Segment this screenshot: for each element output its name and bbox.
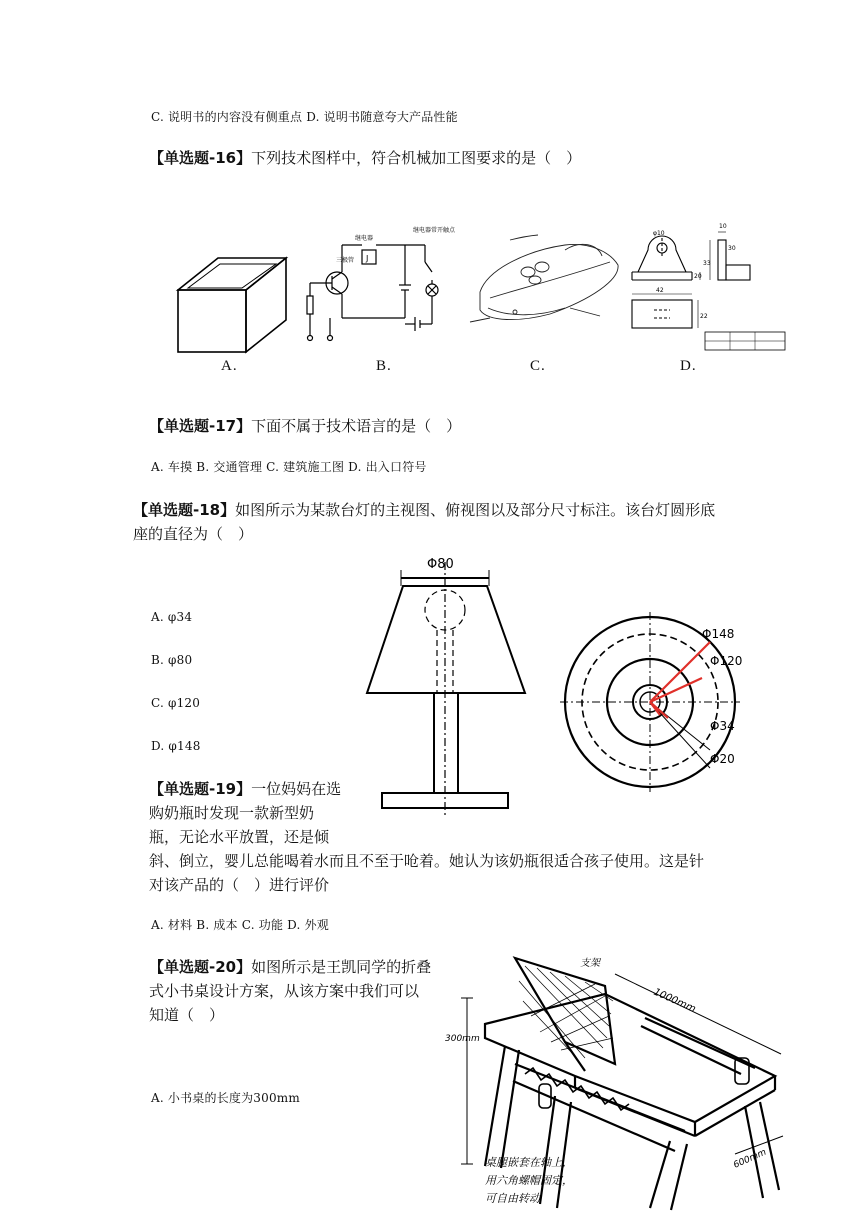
figure-label-b: B.: [376, 358, 392, 374]
question-20-tag: 【单选题-20】: [149, 958, 252, 976]
drawing-d-22-label: 22: [700, 313, 708, 320]
folding-desk-sketch: [445, 946, 790, 1214]
figure-label-a: A.: [221, 358, 238, 374]
question-19-options: A. 材料 B. 成本 C. 功能 D. 外观: [151, 918, 329, 932]
question-17-options: A. 车摸 B. 交通管理 C. 建筑施工图 D. 出入口符号: [151, 460, 427, 474]
lamp-front-view: [360, 548, 550, 816]
lamp-top-view: [560, 600, 760, 800]
question-18-tag: 【单选题-18】: [133, 501, 236, 519]
question-18-text-line1: 如图所示为某款台灯的主视图、俯视图以及部分尺寸标注。该台灯圆形底: [235, 501, 716, 519]
lamp-phi148-label: Φ148: [702, 627, 735, 641]
lamp-phi20-label: Φ20: [710, 752, 735, 766]
desk-note-line2: 用六角螺帽固定，: [485, 1174, 573, 1187]
desk-height-label: 300mm: [445, 1034, 480, 1044]
question-18: [133, 497, 715, 523]
question-20-option-a: A. 小书桌的长度为300mm: [151, 1091, 300, 1105]
question-20-line1: 如图所示是王凯同学的折叠: [251, 958, 432, 976]
lamp-phi34-label: Φ34: [710, 719, 735, 733]
drawing-d-phi-label: φ10: [653, 230, 665, 237]
lamp-top-diameter-label: Φ80: [427, 557, 454, 572]
circuit-contact-label: 继电器常开触点: [413, 227, 456, 234]
circuit-transistor-label: 三极管: [336, 257, 355, 264]
question-20-line2: 式小书桌设计方案，从该方案中我们可以: [149, 982, 420, 1000]
question-16-text: 下列技术图样中，符合机械加工图要求的是（ ）: [251, 149, 582, 167]
figure-a-box: [178, 258, 286, 352]
desk-note-line3: 可自由转动: [485, 1192, 540, 1205]
question-16-figures: [170, 210, 790, 390]
desk-width-label: 600mm: [732, 1147, 768, 1171]
figure-c-car-sketch: [470, 235, 618, 322]
figure-label-c: C.: [530, 358, 546, 374]
question-19-line5: 对该产品的（ ）进行评价: [149, 876, 330, 894]
question-16: [149, 145, 581, 171]
lamp-phi120-label: Φ120: [710, 654, 743, 668]
circuit-j-label: J: [366, 254, 369, 263]
question-19-line4: 斜、倒立，婴儿总能喝着水而且不至于呛着。她认为该奶瓶很适合孩子使用。这是针: [149, 852, 705, 870]
question-16-tag: 【单选题-16】: [149, 149, 252, 167]
question-20: [149, 954, 431, 980]
desk-length-label: 1000mm: [651, 986, 698, 1016]
drawing-d-20-label: 20: [694, 273, 702, 280]
question-18-option-a: A. φ34: [151, 610, 193, 624]
figure-label-d: D.: [680, 358, 697, 374]
figure-b-circuit: [307, 245, 438, 341]
question-18-option-d: D. φ148: [151, 739, 201, 753]
question-19-line3: 瓶，无论水平放置，还是倾: [149, 828, 330, 846]
drawing-d-33-label: 33: [703, 260, 711, 267]
question-18-option-c: C. φ120: [151, 696, 201, 710]
drawing-d-42-label: 42: [656, 287, 664, 294]
question-17-text: 下面不属于技术语言的是（ ）: [251, 417, 462, 435]
question-20-line3: 知道（ ）: [149, 1006, 225, 1024]
question-19-tag: 【单选题-19】: [149, 780, 252, 798]
question-18-text-line2: 座的直径为（ ）: [133, 525, 254, 543]
circuit-relay-label: 继电器: [355, 235, 374, 242]
drawing-d-10-label: 10: [719, 223, 727, 230]
desk-support-label: 支架: [580, 958, 600, 969]
options-c-d: C. 说明书的内容没有侧重点 D. 说明书随意夸大产品性能: [151, 110, 458, 124]
question-19: [149, 776, 341, 802]
question-19-line1: 一位妈妈在选: [251, 780, 342, 798]
desk-note-line1: 桌腿嵌套在轴上，: [485, 1156, 573, 1169]
question-17-tag: 【单选题-17】: [149, 417, 252, 435]
question-18-option-b: B. φ80: [151, 653, 193, 667]
figure-d-engineering-drawing: [632, 232, 785, 350]
question-19-line2: 购奶瓶时发现一款新型奶: [149, 804, 315, 822]
question-17: [149, 413, 461, 439]
drawing-d-30-label: 30: [728, 245, 736, 252]
